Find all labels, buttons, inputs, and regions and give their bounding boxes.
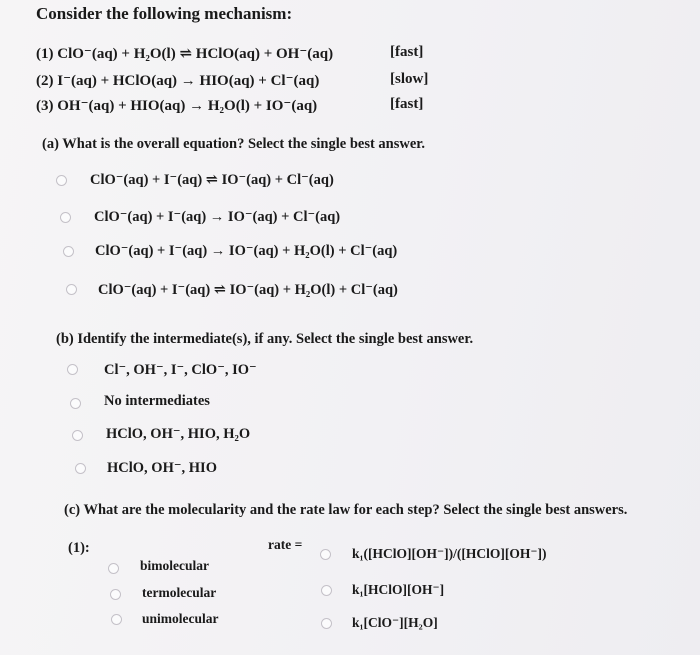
radio-molecularity-3[interactable] — [111, 614, 122, 625]
mechanism-step-2 — [36, 71, 319, 90]
mechanism-step-3 — [36, 96, 317, 115]
option-b-2[interactable]: No intermediates — [104, 393, 210, 409]
radio-molecularity-1[interactable] — [108, 563, 119, 574]
mechanism-step-1 — [36, 44, 333, 63]
step-speed: [fast] — [390, 44, 424, 60]
option-a-3[interactable]: ClO⁻(aq) + I⁻(aq) → IO⁻(aq) + H₂O(l) + Cl⁻(aq) — [95, 243, 398, 259]
option-a-4[interactable]: ClO⁻(aq) + I⁻(aq) ⇌ IO⁻(aq) + H₂O(l) + Cl⁻(aq) — [98, 282, 398, 298]
radio-a-3[interactable] — [63, 246, 74, 257]
radio-b-4[interactable] — [75, 463, 86, 474]
rate-label: rate = — [268, 537, 303, 552]
step-equation: ClO⁻(aq) + H₂O(l) ⇌ HClO(aq) + OH⁻(aq) — [57, 46, 334, 62]
molecularity-option-1[interactable]: bimolecular — [140, 558, 209, 573]
step-number: (2) — [36, 73, 54, 89]
option-b-1[interactable]: Cl⁻, OH⁻, I⁻, ClO⁻, IO⁻ — [104, 362, 257, 378]
rate-option-1[interactable]: k₁([HClO][OH⁻])/([HClO][OH⁻]) — [352, 546, 547, 561]
option-b-3[interactable]: HClO, OH⁻, HIO, H₂O — [106, 426, 251, 442]
step-number: (1) — [36, 46, 54, 62]
option-b-4[interactable]: HClO, OH⁻, HIO — [107, 460, 217, 476]
radio-b-1[interactable] — [67, 364, 78, 375]
question-a: (a) What is the overall equation? Select the single best answer. — [42, 136, 426, 152]
step-equation: I⁻(aq) + HClO(aq) → HIO(aq) + Cl⁻(aq) — [57, 73, 320, 89]
question-b: (b) Identify the intermediate(s), if any. Select the single best answer. — [56, 331, 474, 347]
molecularity-option-3[interactable]: unimolecular — [142, 611, 219, 626]
step-number: (3) — [36, 98, 54, 114]
radio-a-4[interactable] — [66, 284, 77, 295]
molecularity-option-2[interactable]: termolecular — [142, 585, 217, 600]
rate-option-3[interactable]: k₁[ClO⁻][H₂O] — [352, 615, 438, 630]
radio-rate-2[interactable] — [321, 585, 332, 596]
radio-rate-1[interactable] — [320, 549, 331, 560]
question-c: (c) What are the molecularity and the rate law for each step? Select the single best answers. — [64, 502, 628, 518]
radio-a-2[interactable] — [60, 212, 71, 223]
radio-a-1[interactable] — [56, 175, 67, 186]
page-title: Consider the following mechanism: — [36, 4, 293, 23]
radio-b-3[interactable] — [72, 430, 83, 441]
radio-molecularity-2[interactable] — [110, 589, 121, 600]
step-speed: [fast] — [390, 96, 424, 112]
radio-rate-3[interactable] — [321, 618, 332, 629]
rate-option-2[interactable]: k₁[HClO][OH⁻] — [352, 582, 445, 597]
radio-b-2[interactable] — [70, 398, 81, 409]
option-a-2[interactable]: ClO⁻(aq) + I⁻(aq) → IO⁻(aq) + Cl⁻(aq) — [94, 209, 341, 225]
step-equation: OH⁻(aq) + HIO(aq) → H₂O(l) + IO⁻(aq) — [57, 98, 318, 114]
step-speed: [slow] — [390, 71, 429, 87]
option-a-1[interactable]: ClO⁻(aq) + I⁻(aq) ⇌ IO⁻(aq) + Cl⁻(aq) — [90, 172, 334, 188]
step-1-label: (1): — [68, 540, 90, 556]
